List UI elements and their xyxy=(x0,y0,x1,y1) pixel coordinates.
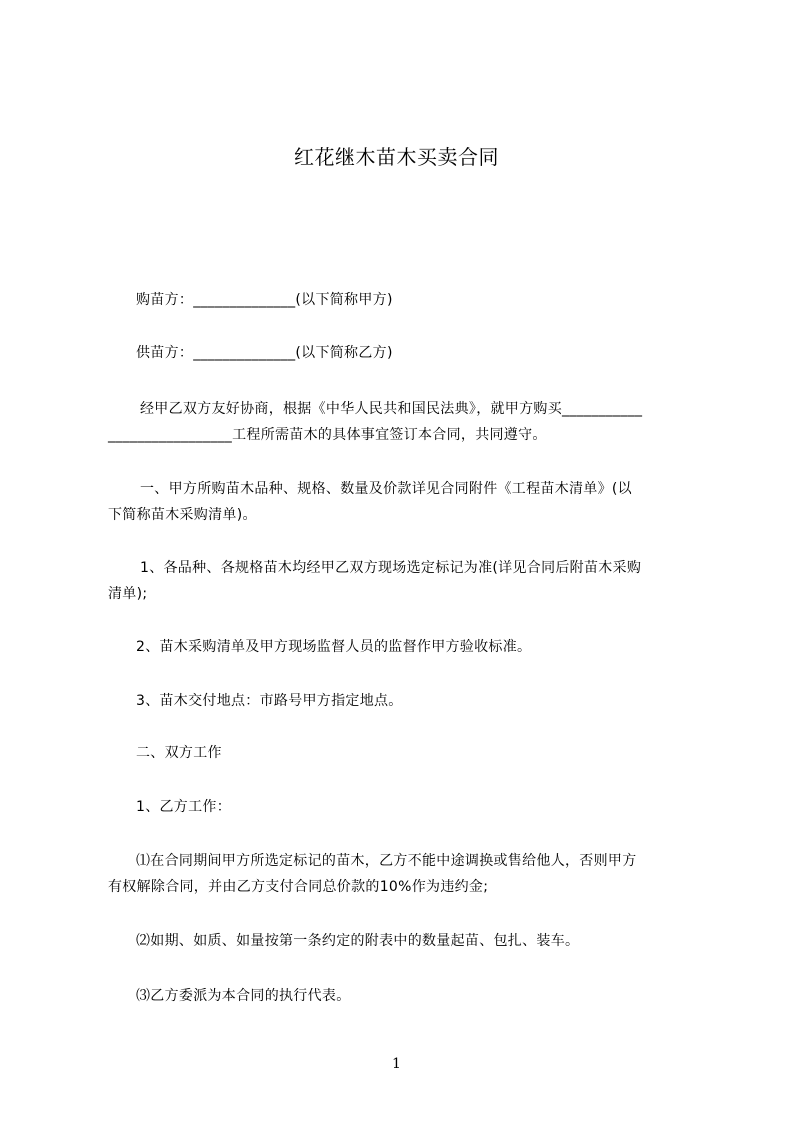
intro-paragraph xyxy=(108,396,708,448)
section-2-line: 二、双方工作 xyxy=(136,745,222,761)
item-2-1-line: 1、乙方工作： xyxy=(136,799,232,815)
clause-1-paragraph xyxy=(108,848,708,900)
page-number: 1 xyxy=(392,1056,401,1072)
buyer-paragraph xyxy=(108,287,708,313)
item-1-3-paragraph xyxy=(108,688,708,714)
clause-1-line-2: 有权解除合同，并由乙方支付合同总价款的10%作为违约金; xyxy=(108,879,489,895)
clause-3-paragraph xyxy=(108,983,708,1009)
document-title: 红花继木苗木买卖合同 xyxy=(294,145,499,169)
clause-3-line: ⑶乙方委派为本合同的执行代表。 xyxy=(136,988,351,1004)
section-1-line-1: 一、甲方所购苗木品种、规格、数量及价款详见合同附件《工程苗木清单》(以 xyxy=(140,481,632,497)
item-1-2-line: 2、苗木采购清单及甲方现场监督人员的监督作甲方验收标准。 xyxy=(136,639,532,655)
section-1-line-2: 下简称苗木采购清单)。 xyxy=(108,507,257,523)
intro-line-1: 经甲乙双方友好协商，根据《中华人民共和国民法典》，就甲方购买___________ xyxy=(140,401,643,417)
clause-2-line: ⑵如期、如质、如量按第一条约定的附表中的数量起苗、包扎、装车。 xyxy=(136,933,580,949)
item-1-3-line: 3、苗木交付地点：市路号甲方指定地点。 xyxy=(136,693,403,709)
section-2-heading xyxy=(108,740,708,766)
clause-2-paragraph xyxy=(108,928,708,954)
buyer-line: 购苗方：______________(以下简称甲方) xyxy=(136,292,393,308)
item-1-2-paragraph xyxy=(108,634,708,660)
item-1-1-paragraph xyxy=(108,555,708,607)
item-1-1-line-1: 1、各品种、各规格苗木均经甲乙双方现场选定标记为准(详见合同后附苗木采购 xyxy=(140,560,642,576)
item-2-1-paragraph xyxy=(108,794,708,820)
intro-line-2: _________________工程所需苗木的具体事宜签订本合同，共同遵守。 xyxy=(108,427,547,443)
section-1-paragraph xyxy=(108,476,708,528)
clause-1-line-1: ⑴在合同期间甲方所选定标记的苗木，乙方不能中途调换或售给他人，否则甲方 xyxy=(136,853,637,869)
item-1-1-line-2: 清单); xyxy=(108,586,148,602)
seller-line: 供苗方：______________(以下简称乙方) xyxy=(136,345,393,361)
seller-paragraph xyxy=(108,340,708,366)
